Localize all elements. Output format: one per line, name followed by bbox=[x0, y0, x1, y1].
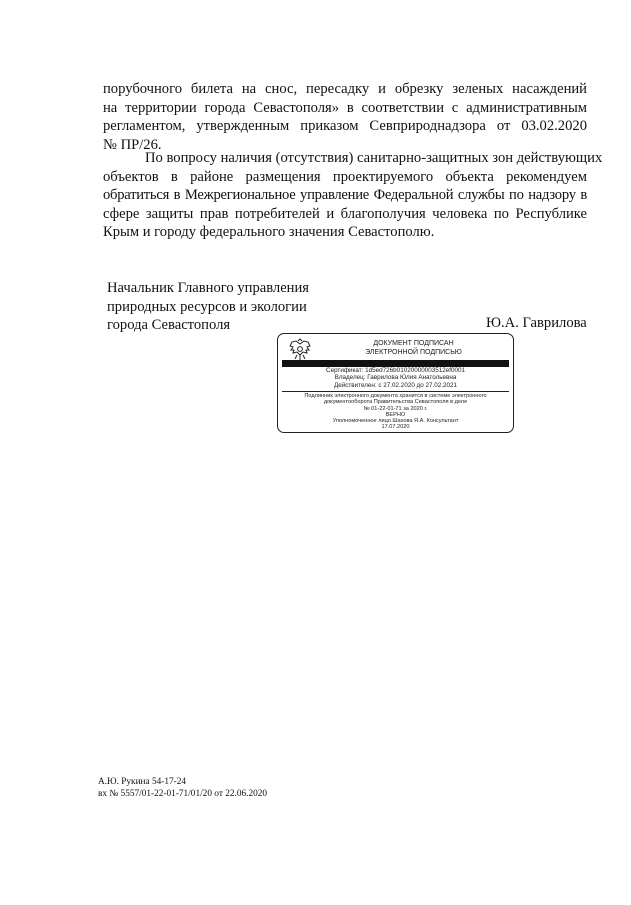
incoming-number: вх № 5557/01-22-01-71/01/20 от 22.06.2020 bbox=[98, 788, 268, 799]
stamp-band bbox=[282, 360, 509, 367]
paragraph-line: регламентом, утвержденным приказом Севприроднадзора от 03.02.2020 bbox=[103, 118, 587, 135]
signer-position-line: природных ресурсов и экологии bbox=[107, 298, 307, 315]
signer-position-line: города Севастополя bbox=[107, 317, 231, 334]
stamp-divider bbox=[282, 391, 509, 392]
signer-position-line: Начальник Главного управления bbox=[107, 280, 310, 296]
stamp-subtitle: ЭЛЕКТРОННОЙ ПОДПИСЬЮ bbox=[365, 349, 462, 356]
paragraph-2 bbox=[103, 149, 603, 242]
paragraph-line: объектов в районе размещения проектируемого объекта рекомендуем bbox=[103, 168, 587, 185]
note-line: ВЕРНО bbox=[385, 411, 406, 418]
certificate-info bbox=[278, 367, 513, 389]
coat-of-arms-icon bbox=[287, 338, 313, 362]
paragraph-line: Крым и городу федерального значения Севастополю. bbox=[103, 224, 435, 241]
certificate-number: Сертификат: 1d5ed726b01020000003512ef0001 bbox=[326, 367, 465, 374]
certificate-validity: Действителен: с 27.02.2020 до 27.02.2021 bbox=[333, 381, 458, 389]
note-line: Подлинник электронного документа хранится в системе электронного bbox=[304, 393, 487, 399]
paragraph-line: По вопросу наличия (отсутствия) санитарно-защитных зон действующих bbox=[145, 150, 603, 166]
signer-position bbox=[107, 279, 309, 335]
stamp-title: ДОКУМЕНТ ПОДПИСАН bbox=[373, 340, 454, 347]
note-line: документооборота Правительства Севастополя в деле bbox=[323, 399, 468, 406]
note-line: № 01-22-01-71 за 2020 г. bbox=[363, 405, 428, 412]
paragraph-line: на территории города Севастополя» в соответствии с административным bbox=[103, 99, 587, 116]
executor-info: А.Ю. Рукина 54-17-24 bbox=[98, 777, 187, 787]
paragraph-line: обратиться в Межрегиональное управление Федеральной службы по надзору в bbox=[103, 187, 587, 204]
paragraph-line: № ПР/26. bbox=[103, 136, 162, 153]
paragraph-line: порубочного билета на снос, пересадку и обрезку зеленых насаждений bbox=[103, 81, 587, 97]
signer-name: Ю.А. Гаврилова bbox=[486, 315, 587, 331]
note-line: 17.07.2020 bbox=[381, 424, 410, 431]
footer-info bbox=[98, 777, 267, 800]
certification-note bbox=[278, 393, 513, 431]
paragraph-line: сфере защиты прав потребителей и благополучия человека по Республике bbox=[103, 205, 587, 222]
note-line: Уполномоченное лицо Шахова Я.А. Консультант bbox=[332, 418, 459, 425]
electronic-signature-stamp bbox=[277, 333, 514, 433]
certificate-owner: Владелец: Гаврилова Юлия Анатольевна bbox=[334, 374, 457, 382]
paragraph-1 bbox=[103, 80, 587, 154]
